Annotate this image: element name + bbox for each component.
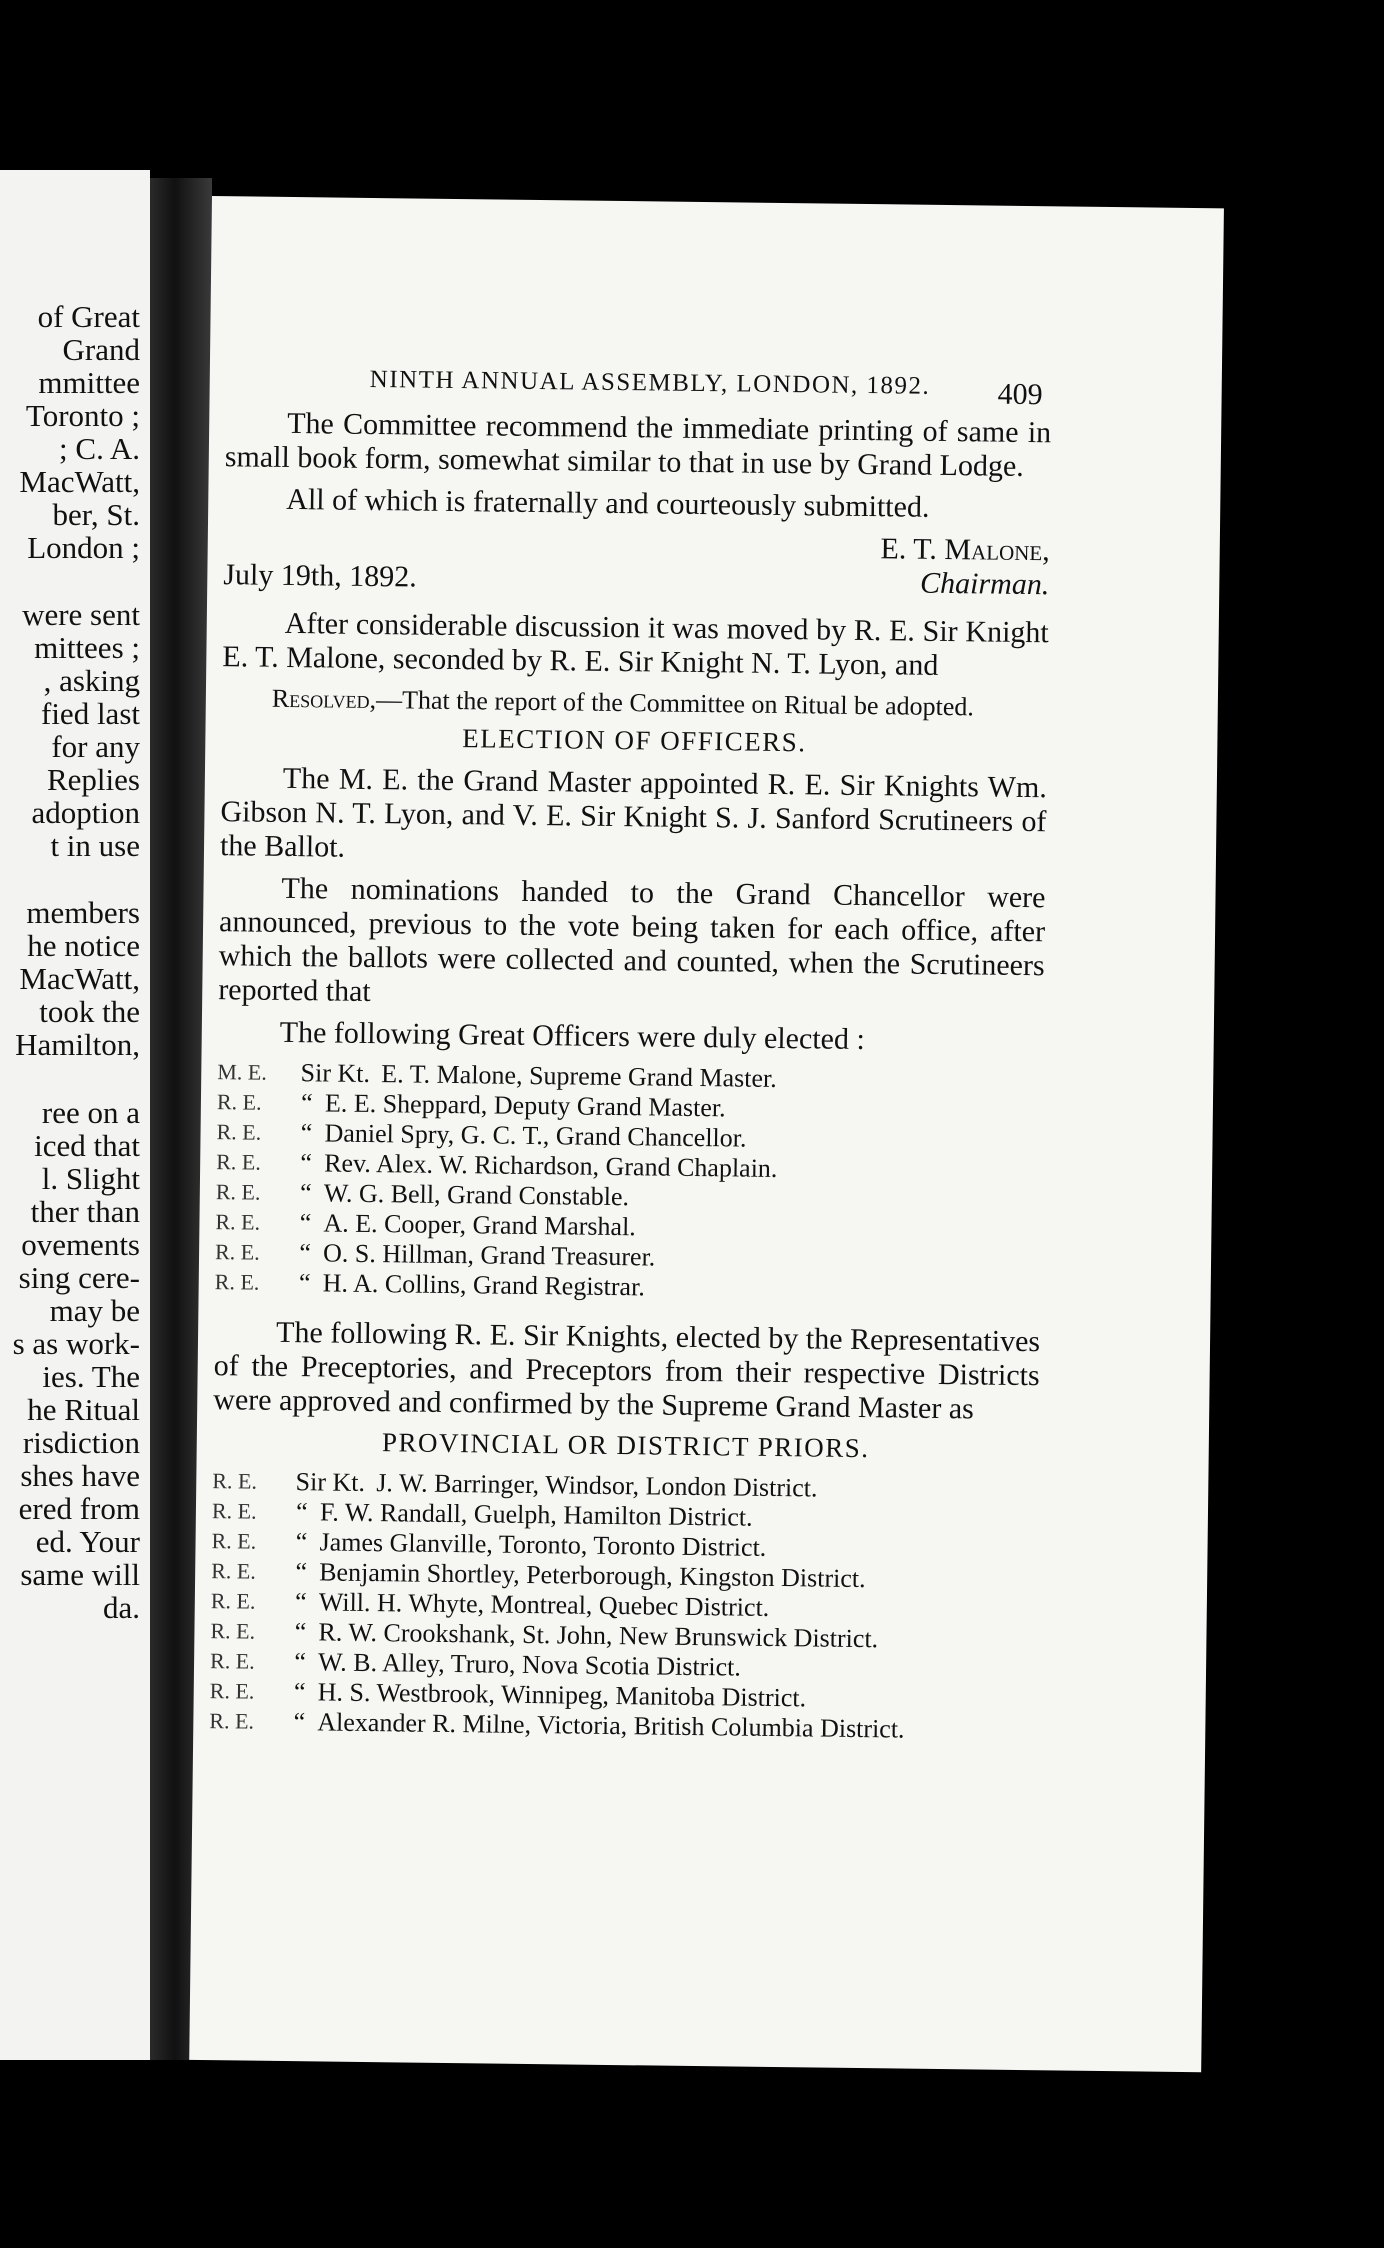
- list-item-name: J. W. Barringer, Windsor, London District.: [376, 1468, 818, 1503]
- left-page-line: Hamilton,: [15, 1027, 140, 1062]
- left-page-line: may be: [49, 1293, 140, 1328]
- list-item-ditto: “: [299, 1238, 312, 1268]
- left-page-line: ovements: [21, 1227, 140, 1262]
- left-page-line: for any: [51, 729, 140, 764]
- left-page-line: MacWatt,: [19, 961, 140, 996]
- left-page-line: shes have: [20, 1458, 140, 1493]
- left-page-line: MacWatt,: [19, 464, 140, 499]
- list-item-ditto: “: [300, 1088, 313, 1118]
- left-page-line: , asking: [43, 663, 140, 698]
- left-page-line: Toronto ;: [25, 398, 140, 433]
- left-page-line: s as work-: [12, 1326, 140, 1361]
- list-item-name: James Glanville, Toronto, Toronto District.: [319, 1527, 767, 1562]
- list-item-name: E. E. Sheppard, Deputy Grand Master.: [324, 1088, 726, 1123]
- resolution: [222, 682, 1048, 724]
- page-number: 409: [997, 377, 1043, 412]
- left-page-line: of Great: [37, 299, 140, 334]
- paragraph-priors: The following R. E. Sir Knights, elected by the Representatives of the Preceptories, and Preceptors from their respective Districts were approved and confirmed by the Supreme Grand Master as: [213, 1315, 1041, 1426]
- paragraph-scrutineers: The M. E. the Grand Master appointed R. E. Sir Knights Wm. Gibson N. T. Lyon, and V. E. Sir Knight S. J. Sanford Scrutineers of the Ballot.: [219, 761, 1048, 864]
- left-page-line: risdiction: [22, 1425, 140, 1460]
- running-head: NINTH ANNUAL ASSEMBLY, LONDON, 1892.: [369, 365, 931, 400]
- list-item-ditto: “: [300, 1118, 313, 1148]
- priors-list: [209, 1466, 1038, 1746]
- left-page-line: same will: [20, 1557, 140, 1592]
- list-item-name: H. A. Collins, Grand Registrar.: [322, 1268, 645, 1302]
- list-item-rank: R. E.: [215, 1179, 261, 1205]
- list-item-rank: R. E.: [211, 1528, 257, 1554]
- left-page-line: ther than: [30, 1194, 140, 1229]
- paragraph-nominations: The nominations handed to the Grand Chancellor were announced, previous to the vote being taken for each office, after which the ballots were collected and counted, when the Scrutineers reported that: [218, 871, 1046, 1008]
- list-item-ditto: Sir Kt.: [300, 1058, 371, 1088]
- left-page-line: ; C. A.: [59, 431, 140, 466]
- page-content: [209, 406, 1051, 1764]
- list-item-ditto: “: [293, 1707, 306, 1737]
- list-item-rank: R. E.: [209, 1708, 255, 1734]
- list-item-rank: R. E.: [216, 1149, 261, 1175]
- list-item-ditto: “: [295, 1527, 308, 1557]
- left-page-line: ered from: [18, 1491, 140, 1526]
- list-item-rank: R. E.: [211, 1558, 256, 1584]
- list-item-name: A. E. Cooper, Grand Marshal.: [323, 1208, 636, 1242]
- left-page-line: ed. Your: [35, 1524, 140, 1559]
- left-page-line: l. Slight: [41, 1161, 140, 1196]
- resolved-text: —That the report of the Committee on Ritual be adopted.: [375, 685, 975, 722]
- list-item-name: E. T. Malone, Supreme Grand Master.: [381, 1059, 777, 1093]
- left-page-line: adoption: [31, 795, 140, 830]
- paragraph-printing: The Committee recommend the immediate printing of same in small book form, somewhat similar to that in use by Grand Lodge.: [224, 406, 1052, 483]
- left-page-line: t in use: [50, 828, 140, 863]
- left-page-line: ies. The: [42, 1359, 140, 1394]
- list-item-rank: R. E.: [210, 1618, 256, 1644]
- list-item-name: Alexander R. Milne, Victoria, British Columbia District.: [317, 1707, 905, 1744]
- list-item-name: Rev. Alex. W. Richardson, Grand Chaplain.: [324, 1148, 778, 1183]
- list-item-ditto: “: [294, 1587, 307, 1617]
- list-item-ditto: “: [298, 1268, 311, 1298]
- list-item-name: Benjamin Shortley, Peterborough, Kingston District.: [319, 1557, 866, 1594]
- report-date: July 19th, 1892.: [223, 558, 417, 594]
- list-item-ditto: “: [293, 1677, 306, 1707]
- list-item-rank: R. E.: [210, 1588, 256, 1614]
- list-item-name: H. S. Westbrook, Winnipeg, Manitoba District.: [317, 1677, 807, 1713]
- officers-list: [215, 1057, 1044, 1307]
- left-page-line: London ;: [27, 530, 140, 565]
- list-item-rank: R. E.: [215, 1209, 261, 1235]
- list-item-rank: R. E.: [212, 1468, 258, 1494]
- left-page-line: Replies: [47, 762, 140, 797]
- list-item-rank: R. E.: [214, 1269, 260, 1295]
- heading-priors: PROVINCIAL OR DISTRICT PRIORS.: [381, 1427, 870, 1464]
- left-page-line: sing cere-: [18, 1260, 140, 1295]
- list-item-name: W. B. Alley, Truro, Nova Scotia District.: [317, 1647, 741, 1682]
- list-item-rank: R. E.: [216, 1089, 262, 1115]
- list-item-ditto: “: [295, 1557, 308, 1587]
- list-item-ditto: “: [295, 1497, 308, 1527]
- list-item-ditto: “: [300, 1148, 313, 1178]
- list-item-ditto: “: [299, 1208, 312, 1238]
- left-page-line: took the: [39, 994, 140, 1029]
- signature-title: Chairman.: [919, 566, 1050, 602]
- list-item-name: F. W. Randall, Guelph, Hamilton District.: [319, 1497, 753, 1532]
- left-page-line: Grand: [62, 332, 140, 367]
- list-item-rank: R. E.: [211, 1498, 257, 1524]
- list-item-rank: R. E.: [214, 1239, 260, 1265]
- list-item-ditto: “: [294, 1617, 307, 1647]
- left-page-fragment: [0, 170, 150, 2060]
- list-item-rank: M. E.: [217, 1059, 267, 1085]
- list-item-rank: R. E.: [209, 1648, 255, 1674]
- list-item-ditto: “: [299, 1178, 312, 1208]
- heading-election: ELECTION OF OFFICERS.: [462, 723, 807, 758]
- left-page-line: da.: [102, 1590, 140, 1625]
- left-page-line: iced that: [34, 1128, 140, 1163]
- left-page-line: were sent: [22, 597, 140, 632]
- left-page-line: ber, St.: [52, 497, 140, 532]
- left-page-line: ree on a: [41, 1095, 140, 1130]
- list-item-name: W. G. Bell, Grand Constable.: [323, 1178, 630, 1212]
- left-page-line: he Ritual: [27, 1392, 140, 1427]
- right-page: [189, 196, 1224, 2072]
- paragraph-submitted: All of which is fraternally and courteously submitted.: [286, 482, 930, 524]
- list-item-rank: R. E.: [209, 1678, 255, 1704]
- left-page-line: members: [26, 895, 140, 930]
- paragraph-elected: The following Great Officers were duly elected :: [279, 1015, 865, 1057]
- list-item-name: Daniel Spry, G. C. T., Grand Chancellor.: [324, 1118, 747, 1153]
- list-item-ditto: “: [294, 1647, 307, 1677]
- list-item-name: Will. H. Whyte, Montreal, Quebec District.: [318, 1587, 770, 1622]
- resolved-label: Resolved,: [271, 683, 377, 715]
- signature-name: E. T. Malone,: [880, 532, 1050, 568]
- list-item-name: O. S. Hillman, Grand Treasurer.: [322, 1238, 656, 1272]
- left-page-line: fied last: [41, 696, 140, 731]
- list-item-name: R. W. Crookshank, St. John, New Brunswick District.: [318, 1617, 879, 1654]
- paragraph-motion: After considerable discussion it was moved by R. E. Sir Knight E. T. Malone, seconded by R. E. Sir Knight N. T. Lyon, and: [222, 606, 1049, 682]
- list-item-rank: R. E.: [216, 1119, 262, 1145]
- left-page-line: mmittee: [38, 365, 140, 400]
- left-page-line: he notice: [27, 928, 140, 963]
- left-page-line: mittees ;: [34, 630, 140, 665]
- list-item-ditto: Sir Kt.: [295, 1467, 366, 1497]
